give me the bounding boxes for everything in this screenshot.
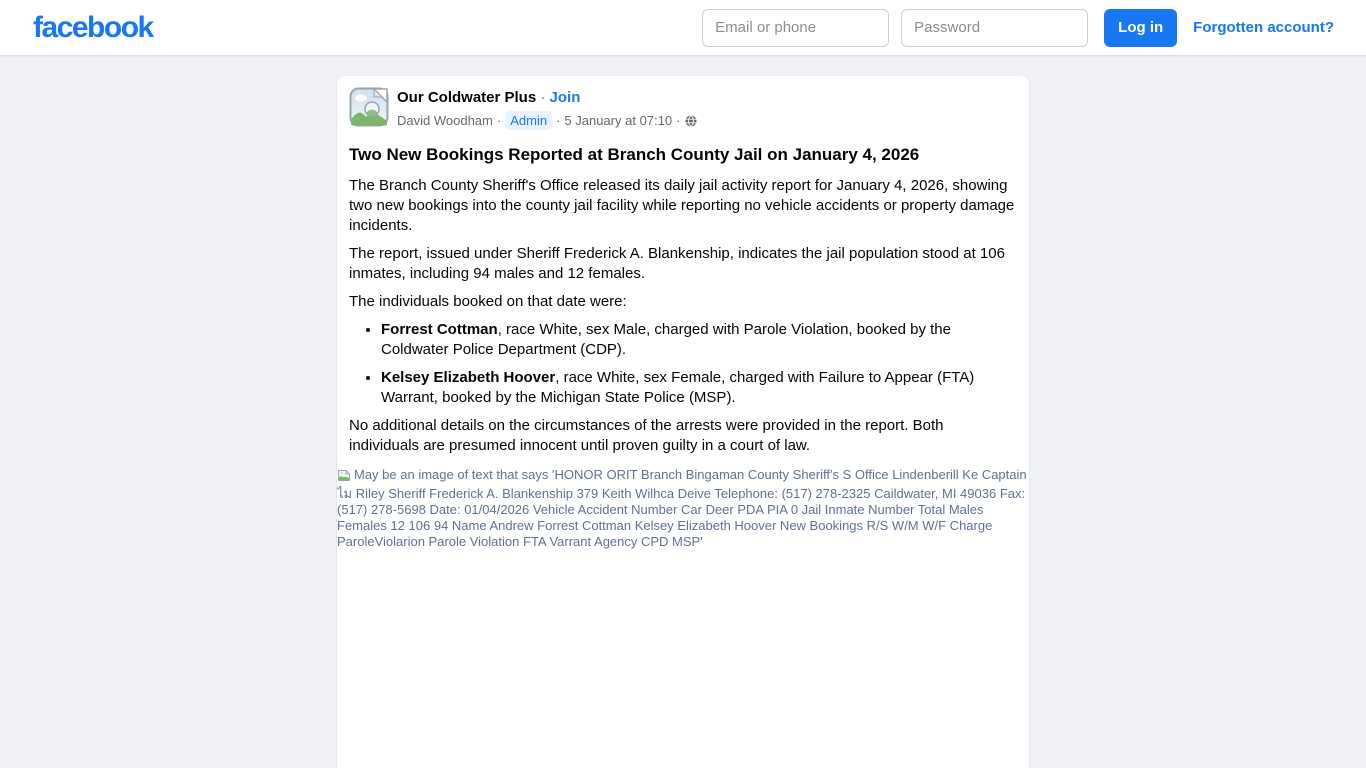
- separator-dot: ·: [676, 113, 681, 128]
- booked-person-name: Kelsey Elizabeth Hoover: [381, 369, 556, 386]
- separator-dot: ·: [496, 113, 502, 128]
- post-paragraph: The Branch County Sheriff's Office released its daily jail activity report for January 4, 2026, showing two new bookings into the county jail facility while reporting no vehicle accidents or property damage incidents.: [349, 177, 1015, 234]
- booking-details: , race White, sex Female, charged with Failure to Appear (FTA) Warrant, booked by the Michigan State Police (MSP).: [381, 369, 975, 406]
- email-input[interactable]: [702, 9, 889, 47]
- group-name-link[interactable]: Our Coldwater Plus: [397, 89, 537, 106]
- booking-list: [349, 320, 1017, 408]
- separator-dot: ·: [556, 113, 561, 128]
- post-body: [349, 176, 1017, 456]
- admin-badge: Admin: [505, 111, 552, 130]
- booking-list-item: [381, 320, 1017, 360]
- attached-image-broken[interactable]: [337, 465, 1029, 765]
- booking-details: , race White, sex Male, charged with Parole Violation, booked by the Coldwater Police Department (CDP).: [381, 321, 951, 358]
- login-button[interactable]: Log in: [1104, 9, 1177, 47]
- post-paragraph: The individuals booked on that date were:: [349, 293, 627, 310]
- author-link[interactable]: David Woodham: [397, 113, 493, 128]
- password-input[interactable]: [901, 9, 1088, 47]
- facebook-logo[interactable]: facebook: [33, 10, 153, 44]
- post-timestamp: 5 January at 07:10: [564, 113, 673, 128]
- facebook-header: [0, 0, 1366, 56]
- post-card: [337, 76, 1029, 768]
- page-main: [0, 76, 1366, 768]
- post-header-line1: [397, 88, 697, 108]
- broken-image-icon: [337, 467, 352, 486]
- globe-privacy-icon: [685, 115, 697, 127]
- post-paragraph: No additional details on the circumstances of the arrests were provided in the report. Both individuals are presumed innocent until proven guilty in a court of law.: [349, 417, 944, 454]
- image-alt-text: May be an image of text that says 'HONOR ORIT Branch Bingaman County Sheriff's S Office Lindenberill Ke Captain ไม Riley Sheriff Frederick A. Blankenship 379 Keith Wilhca Deive Telephone: (517) 278-2325 Caildwater, MI 49036 Fax: (517) 278-5698 Date: 01/04/2026 Vehicle Accident Number Car Deer PDA PIA 0 Jail Inmate Number Total Males Females 12 106 94 Name Andrew Forrest Cottman Kelsey Elizabeth Hoover New Bookings R/S W/M W/F Charge ParoleViolarion Parole Violation FTA Varrant Agency CPD MSP': [337, 467, 1027, 549]
- post-header-line2: [397, 111, 697, 130]
- post-title: Two New Bookings Reported at Branch County Jail on January 4, 2026: [349, 145, 920, 164]
- post-header: [349, 87, 1017, 130]
- login-form: [702, 9, 1334, 47]
- separator-dot: ·: [540, 89, 546, 106]
- booked-person-name: Forrest Cottman: [381, 321, 498, 338]
- booking-list-item: [381, 368, 1017, 408]
- forgotten-account-link[interactable]: Forgotten account?: [1193, 19, 1334, 36]
- group-avatar-broken-image-icon[interactable]: [349, 87, 389, 127]
- join-group-link[interactable]: Join: [549, 89, 581, 106]
- post-paragraph: The report, issued under Sheriff Frederick A. Blankenship, indicates the jail population stood at 106 inmates, including 94 males and 12 females.: [349, 245, 1005, 282]
